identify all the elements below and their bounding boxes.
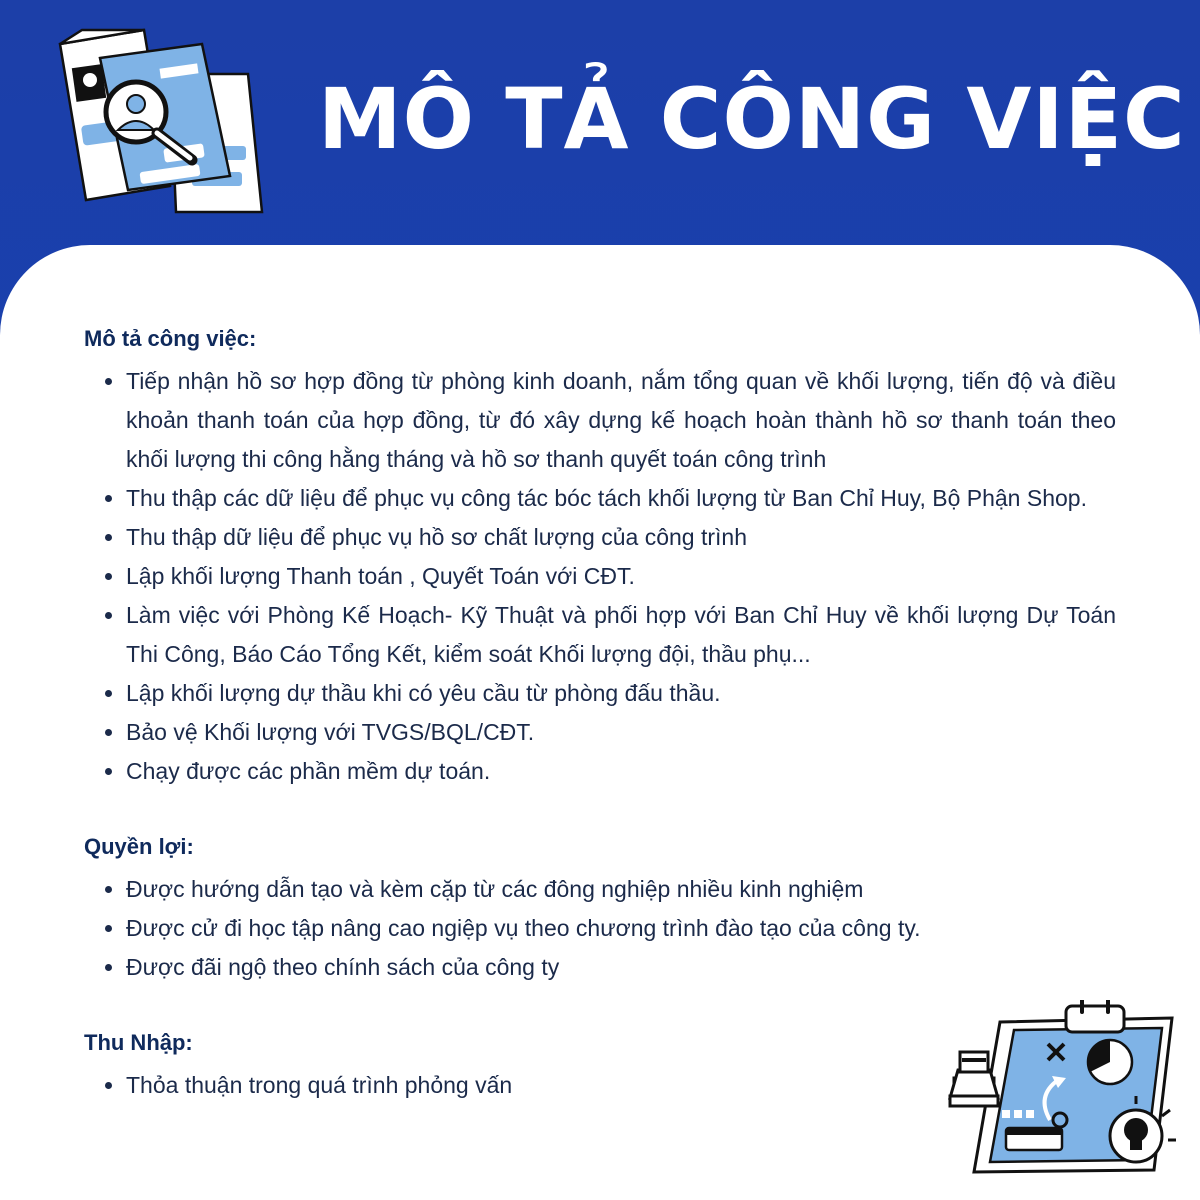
strategy-board-icon [940,1000,1180,1180]
description-heading: Mô tả công việc: [84,326,257,351]
list-item: • Chạy được các phần mềm dự toán. [126,752,1116,791]
description-section [84,320,1116,791]
list-item: • Thỏa thuận trong quá trình phỏng vấn [126,1066,1116,1105]
list-item: • Tiếp nhận hồ sơ hợp đồng từ phòng kinh doanh, nắm tổng quan về khối lượng, tiến độ và điều khoản thanh toán của hợp đồng, từ đó xây dựng kế hoạch hoàn thành hồ sơ thanh toán theo khối lượng thi công hằng tháng và hồ sơ thanh quyết toán công trình [126,362,1116,479]
list-item: • Lập khối lượng dự thầu khi có yêu cầu từ phòng đấu thầu. [126,674,1116,713]
document-search-icon [52,26,267,216]
list-item: • Thu thập các dữ liệu để phục vụ công tác bóc tách khối lượng từ Ban Chỉ Huy, Bộ Phận Shop. [126,479,1116,518]
list-item: • Lập khối lượng Thanh toán , Quyết Toán với CĐT. [126,557,1116,596]
benefits-list [84,870,1116,987]
description-list [84,362,1116,791]
list-item: • Được đãi ngộ theo chính sách của công ty [126,948,1116,987]
benefits-section [84,828,1116,987]
page-title: MÔ TẢ CÔNG VIỆC [318,70,1186,168]
benefits-heading: Quyền lợi: [84,834,194,859]
list-item: • Bảo vệ Khối lượng với TVGS/BQL/CĐT. [126,713,1116,752]
income-heading: Thu Nhập: [84,1030,193,1055]
list-item: • Được cử đi học tập nâng cao ngiệp vụ theo chương trình đào tạo của công ty. [126,909,1116,948]
list-item: • Làm việc với Phòng Kế Hoạch- Kỹ Thuật và phối hợp với Ban Chỉ Huy về khối lượng Dự Toán Thi Công, Báo Cáo Tổng Kết, kiểm soát Khối lượng đội, thầu phụ... [126,596,1116,674]
list-item: • Thu thập dữ liệu để phục vụ hồ sơ chất lượng của công trình [126,518,1116,557]
list-item: • Được hướng dẫn tạo và kèm cặp từ các đông nghiệp nhiều kinh nghiệm [126,870,1116,909]
